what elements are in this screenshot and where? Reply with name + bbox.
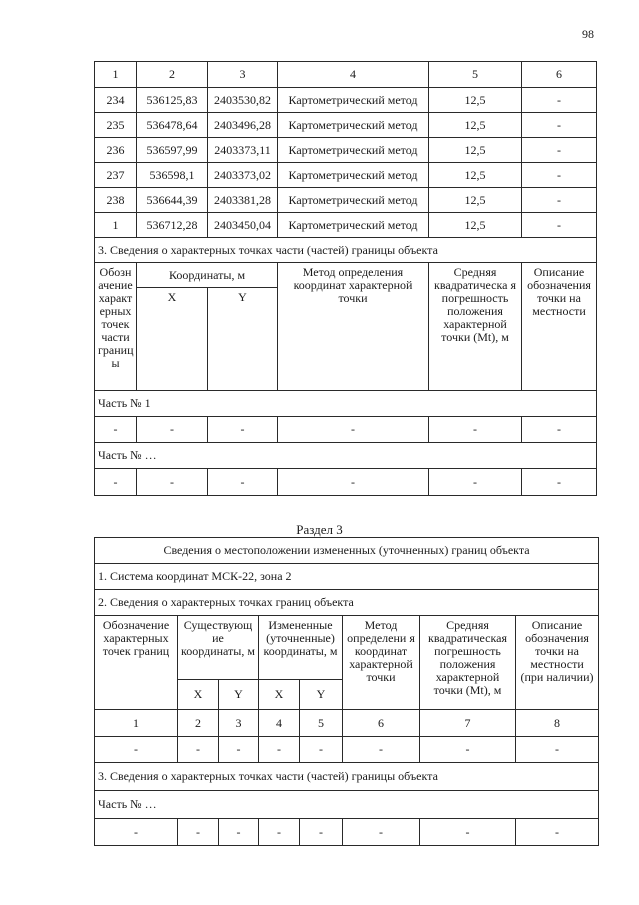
table-row [95,113,597,138]
point-number: 236 [95,138,137,163]
empty-cell: - [420,737,516,763]
table-row [95,469,597,496]
table-row [95,417,597,443]
header-coordinates: Координаты, м [137,263,278,288]
method: Картометрический метод [278,138,429,163]
error-value: 12,5 [429,163,522,188]
method: Картометрический метод [278,213,429,238]
point-number: 237 [95,163,137,188]
parts-heading: 3. Сведения о характерных точках части (частей) границы объекта [95,763,599,791]
y-coordinate: 2403381,28 [208,188,278,213]
table-row [95,737,599,763]
empty-cell: - [343,819,420,846]
empty-cell: - [95,819,178,846]
empty-cell: - [219,819,259,846]
col-number: 6 [522,62,597,88]
page-number: 98 [582,27,594,41]
empty-cell: - [95,737,178,763]
header-designation: Обозначение характерных точек границ [95,616,178,710]
header-method: Метод определения координат характерной точки [278,263,429,391]
col-number: 2 [178,710,219,737]
header-description: Описание обозначения точки на местности (при наличии) [516,616,599,710]
x-coordinate: 536125,83 [137,88,208,113]
empty-cell: - [343,737,420,763]
header-method: Метод определени я координат характерной точки [343,616,420,710]
header-x-existing: X [178,680,219,710]
header-designation: Обозн ачение характ ерных точек части границ ы [95,263,137,391]
empty-cell: - [178,819,219,846]
x-coordinate: 536598,1 [137,163,208,188]
table-row [95,138,597,163]
x-coordinate: 536478,64 [137,113,208,138]
description: - [522,213,597,238]
empty-cell: - [259,819,300,846]
col-number: 6 [343,710,420,737]
empty-cell: - [300,819,343,846]
table-row [95,88,597,113]
col-number: 5 [300,710,343,737]
empty-cell: - [516,819,599,846]
point-number: 235 [95,113,137,138]
col-number: 5 [429,62,522,88]
point-number: 238 [95,188,137,213]
col-number: 3 [208,62,278,88]
section-heading: Сведения о местоположении измененных (уточненных) границ объекта [95,538,599,564]
y-coordinate: 2403373,02 [208,163,278,188]
header-y-changed: Y [300,680,343,710]
x-coordinate: 536644,39 [137,188,208,213]
empty-cell: - [95,469,137,496]
col-number: 8 [516,710,599,737]
col-number: 3 [219,710,259,737]
header-error: Средняя квадратическая погрешность положения характерной точки (Mt), м [420,616,516,710]
empty-cell: - [516,737,599,763]
empty-cell: - [208,417,278,443]
error-value: 12,5 [429,188,522,213]
table-row [95,213,597,238]
column-numbers-row [95,62,597,88]
point-number: 1 [95,213,137,238]
description: - [522,188,597,213]
parts-heading: 3. Сведения о характерных точках части (частей) границы объекта [95,238,597,263]
points-heading: 2. Сведения о характерных точках границ объекта [95,590,599,616]
table-row [95,188,597,213]
empty-cell: - [208,469,278,496]
y-coordinate: 2403373,11 [208,138,278,163]
part-1-label: Часть № 1 [95,391,597,417]
header-y: Y [208,288,278,391]
error-value: 12,5 [429,138,522,163]
header-error: Средняя квадратическа я погрешность положения характерной точки (Mt), м [429,263,522,391]
section-title: Раздел 3 [296,522,343,537]
header-x: X [137,288,208,391]
header-x-changed: X [259,680,300,710]
point-number: 234 [95,88,137,113]
error-value: 12,5 [429,113,522,138]
table-row [95,163,597,188]
column-numbers-row [95,710,599,737]
description: - [522,163,597,188]
empty-cell: - [429,469,522,496]
description: - [522,88,597,113]
description: - [522,113,597,138]
empty-cell: - [137,469,208,496]
part-n-label: Часть № … [95,791,599,819]
empty-cell: - [259,737,300,763]
col-number: 2 [137,62,208,88]
empty-cell: - [178,737,219,763]
empty-cell: - [278,469,429,496]
empty-cell: - [522,469,597,496]
empty-cell: - [95,417,137,443]
header-y-existing: Y [219,680,259,710]
x-coordinate: 536597,99 [137,138,208,163]
coordinate-system: 1. Система координат МСК-22, зона 2 [95,564,599,590]
col-number: 1 [95,62,137,88]
method: Картометрический метод [278,88,429,113]
header-existing-coordinates: Существующ ие координаты, м [178,616,259,680]
header-description: Описание обозначения точки на местности [522,263,597,391]
empty-cell: - [420,819,516,846]
empty-cell: - [278,417,429,443]
method: Картометрический метод [278,188,429,213]
y-coordinate: 2403450,04 [208,213,278,238]
method: Картометрический метод [278,163,429,188]
empty-cell: - [219,737,259,763]
header-changed-coordinates: Измененные (уточненные) координаты, м [259,616,343,680]
col-number: 4 [259,710,300,737]
table-row [95,819,599,846]
empty-cell: - [429,417,522,443]
boundary-points-table [94,61,597,496]
col-number: 1 [95,710,178,737]
col-number: 4 [278,62,429,88]
error-value: 12,5 [429,88,522,113]
changed-boundaries-table [94,537,599,846]
empty-cell: - [300,737,343,763]
y-coordinate: 2403530,82 [208,88,278,113]
x-coordinate: 536712,28 [137,213,208,238]
method: Картометрический метод [278,113,429,138]
error-value: 12,5 [429,213,522,238]
y-coordinate: 2403496,28 [208,113,278,138]
description: - [522,138,597,163]
col-number: 7 [420,710,516,737]
empty-cell: - [137,417,208,443]
empty-cell: - [522,417,597,443]
part-n-label: Часть № … [95,443,597,469]
